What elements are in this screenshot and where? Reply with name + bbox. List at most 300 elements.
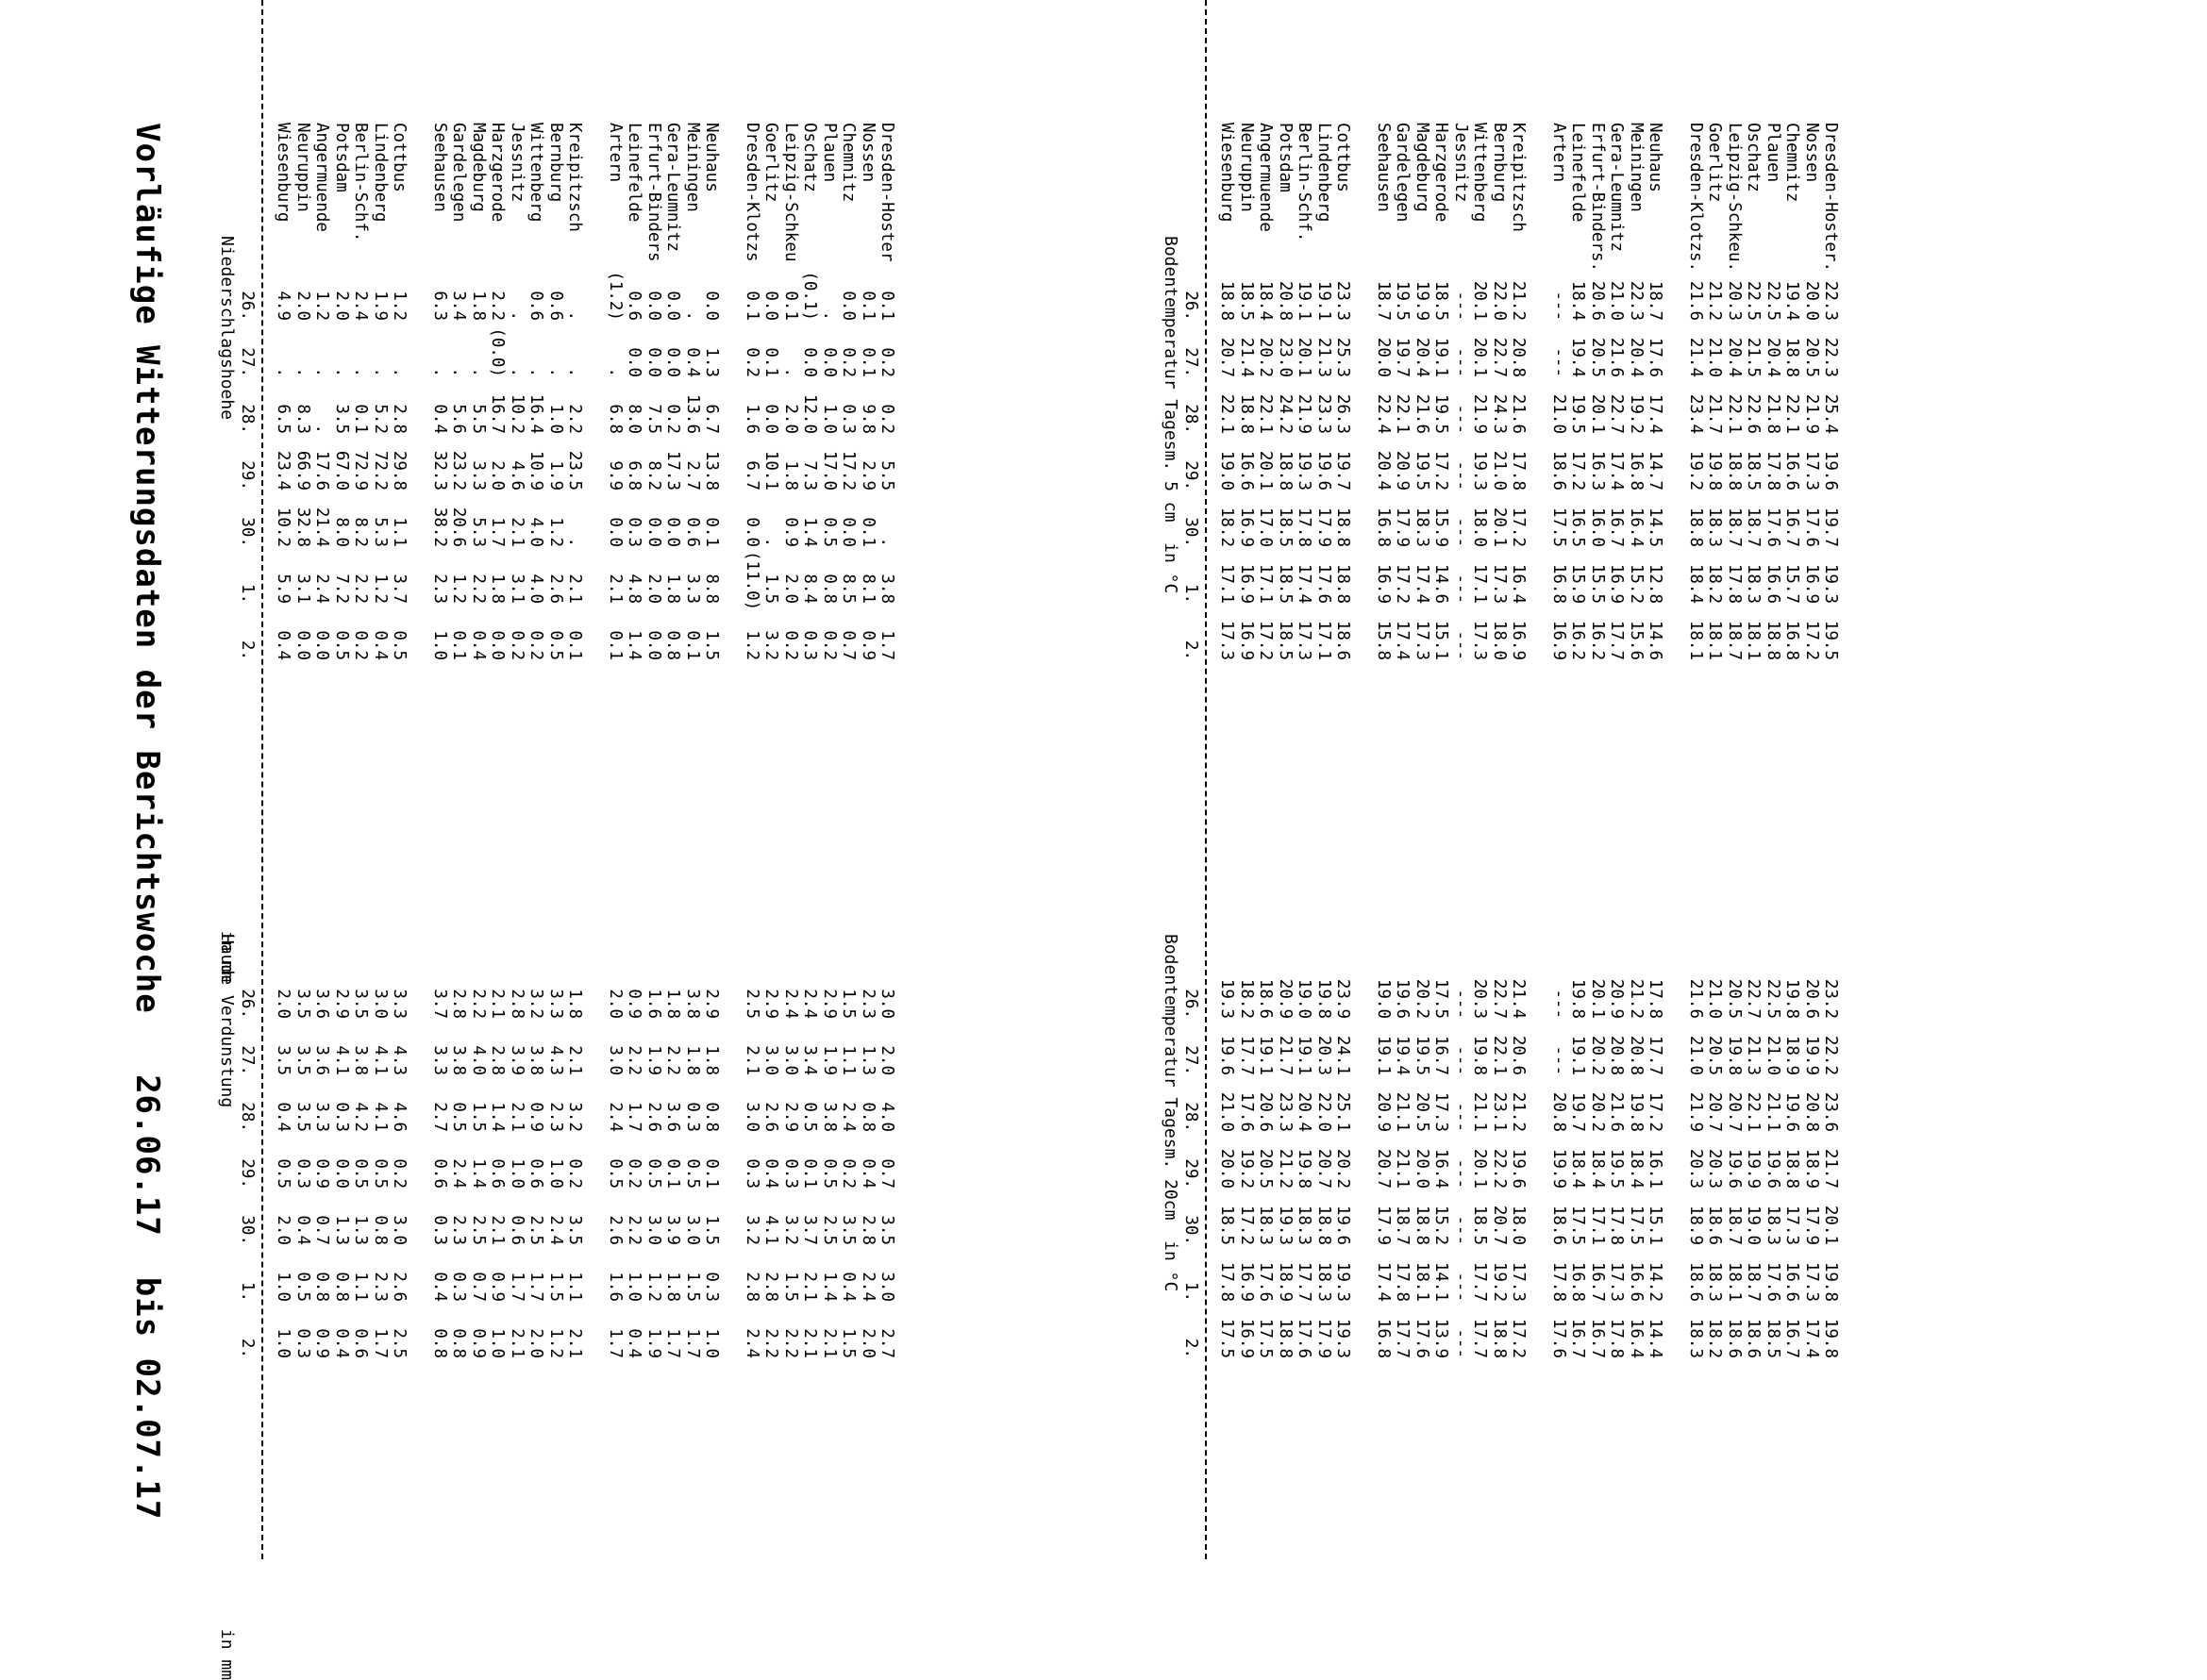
- station-name: Wittenberg: [527, 123, 545, 223]
- day-header: 26.: [238, 291, 257, 321]
- evap-value: 4.6: [390, 1102, 409, 1132]
- evap-value: 0.7: [312, 1215, 331, 1245]
- soil20-value: 17.6: [1256, 1261, 1275, 1302]
- evap-value: 3.0: [761, 1045, 780, 1075]
- soil20-value: 17.8: [1607, 1318, 1626, 1358]
- station-name: Bernburg: [545, 123, 565, 203]
- evap-value: 3.0: [390, 1215, 409, 1245]
- station-name: Jessnitz: [507, 123, 527, 203]
- soil20-value: 17.6: [1412, 1318, 1431, 1358]
- soil20-value: 20.7: [1489, 1205, 1509, 1245]
- soil5-value: 17.3: [1217, 620, 1236, 660]
- soil5-value: 17.2: [1801, 620, 1821, 660]
- soil5-value: 17.8: [1509, 450, 1528, 491]
- soil20-value: 17.5: [1217, 1318, 1236, 1358]
- precip-value: 0.1: [780, 291, 800, 321]
- precip-value: 1.2: [449, 574, 468, 604]
- evap-value: 2.1: [507, 1102, 527, 1132]
- soil20-value: 17.6: [1295, 1318, 1313, 1358]
- evap-value: 3.2: [527, 989, 545, 1019]
- precip-value: 0.0: [663, 291, 682, 321]
- precip-value: 2.9: [858, 460, 878, 491]
- precip-value: 2.4: [312, 574, 331, 604]
- soil5-value: 18.7: [1646, 280, 1664, 321]
- soil20-value: 18.6: [1724, 1318, 1744, 1358]
- soil5-value: 18.6: [1333, 620, 1352, 660]
- soil5-value: 22.1: [1256, 393, 1275, 434]
- precip-value: 1.2: [545, 517, 565, 547]
- soil20-value: 20.1: [1821, 1205, 1840, 1245]
- evap-value: 2.0: [274, 989, 293, 1019]
- soil5-value: 16.9: [1801, 563, 1821, 604]
- soil5-value: 15.9: [1431, 507, 1450, 547]
- evap-value: 3.3: [429, 1045, 449, 1075]
- station-name: Meiningen: [1626, 123, 1646, 212]
- precip-value: 0.0: [742, 517, 761, 547]
- evap-value: 0.5: [819, 1158, 839, 1189]
- precip-value: 1.2: [312, 291, 331, 321]
- precip-value: 17.2: [839, 450, 858, 491]
- soil20-value: 19.7: [1568, 1091, 1587, 1132]
- day-header: 29.: [1181, 1158, 1200, 1189]
- station-name: Cottbus: [390, 123, 409, 192]
- evap-value: 2.4: [449, 1158, 468, 1189]
- station-name: Neuruppin: [293, 123, 312, 212]
- precip-value: 7.3: [800, 460, 819, 491]
- precip-value: 3.8: [878, 574, 896, 604]
- precip-value: 10.1: [761, 450, 780, 491]
- evap-value: 2.6: [761, 1102, 780, 1132]
- soil20-value: 18.5: [1217, 1205, 1236, 1245]
- soil5-value: ---: [1548, 291, 1568, 321]
- evap-value: 3.0: [742, 1102, 761, 1132]
- precip-value: 0.2: [819, 630, 839, 660]
- precip-value: 17.3: [663, 450, 682, 491]
- soil5-value: 22.6: [1744, 393, 1763, 434]
- soil20-value: 19.8: [1821, 1261, 1840, 1302]
- soil5-value: 23.4: [1685, 393, 1705, 434]
- precip-value: 5.5: [878, 460, 896, 491]
- soil5-value: 18.7: [1373, 280, 1393, 321]
- soil20-value: 20.8: [1801, 1091, 1821, 1132]
- header-separator: [261, 0, 263, 1559]
- soil20-value: 16.8: [1568, 1261, 1587, 1302]
- soil5-value: 17.8: [1724, 563, 1744, 604]
- evap-value: 1.8: [682, 1045, 702, 1075]
- precip-value: 0.2: [663, 404, 682, 434]
- evap-value: 2.8: [449, 989, 468, 1019]
- soil20-value: 17.2: [1646, 1091, 1664, 1132]
- precip-value: .: [878, 537, 896, 547]
- soil5-value: 16.5: [1568, 507, 1587, 547]
- soil20-value: 19.6: [1782, 1091, 1801, 1132]
- precip-value: 0.1: [449, 630, 468, 660]
- soil20-value: 20.7: [1724, 1091, 1744, 1132]
- soil20-value: 20.9: [1607, 978, 1626, 1019]
- soil20-value: 21.0: [1705, 978, 1724, 1019]
- soil20-value: 19.6: [1217, 1035, 1236, 1075]
- evap-value: 2.2: [625, 1045, 644, 1075]
- evap-value: 3.5: [565, 1215, 584, 1245]
- evap-value: 0.6: [351, 1328, 370, 1358]
- soil5-value: 15.9: [1568, 563, 1587, 604]
- soil5-value: 16.3: [1587, 450, 1607, 491]
- soil5-value: 18.6: [1548, 450, 1568, 491]
- evap-value: 4.3: [390, 1045, 409, 1075]
- evap-value: 1.5: [468, 1102, 488, 1132]
- soil5-value: 16.9: [1373, 563, 1393, 604]
- soil20-value: 18.9: [1685, 1205, 1705, 1245]
- soil20-value: 22.7: [1744, 978, 1763, 1019]
- evap-value: 3.5: [293, 1102, 312, 1132]
- soil20-value: 19.6: [1724, 1148, 1744, 1189]
- evap-value: 3.9: [663, 1215, 682, 1245]
- station-name: Dresden-Klotzs: [742, 123, 761, 262]
- soil5-value: 20.5: [1801, 337, 1821, 377]
- soil5-value: 17.1: [1217, 563, 1236, 604]
- precip-value: 0.4: [429, 404, 449, 434]
- soil20-value: 18.6: [1744, 1318, 1763, 1358]
- soil5-value: 23.0: [1275, 337, 1295, 377]
- soil5-value: 21.9: [1470, 393, 1489, 434]
- soil5-value: 20.5: [1587, 337, 1607, 377]
- evap-value: 0.2: [565, 1158, 584, 1189]
- evap-value: 3.3: [312, 1102, 331, 1132]
- soil5-value: 18.0: [1489, 620, 1509, 660]
- soil20-value: 22.1: [1489, 1035, 1509, 1075]
- soil20-value: 18.3: [1295, 1205, 1313, 1245]
- soil20-value: 17.7: [1470, 1318, 1489, 1358]
- precip-value: 2.1: [565, 574, 584, 604]
- soil20-value: 16.7: [1431, 1035, 1450, 1075]
- precip-value: 0.3: [625, 517, 644, 547]
- precip-value: 5.9: [274, 574, 293, 604]
- soil5-value: ---: [1450, 347, 1470, 377]
- soil20-value: 17.7: [1646, 1035, 1664, 1075]
- soil5-value: 21.9: [1295, 393, 1313, 434]
- soil5-value: 16.9: [1236, 620, 1256, 660]
- precip-value: 3.1: [507, 574, 527, 604]
- day-header: 30.: [1181, 517, 1200, 547]
- soil20-value: 18.7: [1744, 1261, 1763, 1302]
- evap-value: 0.4: [274, 1102, 293, 1132]
- precip-value: 1.0: [819, 404, 839, 434]
- precip-value: 0.9: [858, 630, 878, 660]
- precip-value: 0.0: [312, 630, 331, 660]
- soil20-value: 19.2: [1236, 1148, 1256, 1189]
- evap-value: 3.4: [800, 1045, 819, 1075]
- soil5-value: 15.7: [1782, 563, 1801, 604]
- soil20-value: 18.0: [1509, 1205, 1528, 1245]
- precip-value: 0.0: [644, 291, 663, 321]
- precip-value: 0.1: [761, 347, 780, 377]
- day-header: 27.: [1181, 1045, 1200, 1075]
- evap-value: 1.5: [682, 1272, 702, 1302]
- evap-value: 3.8: [527, 1045, 545, 1075]
- soil20-value: 19.5: [1412, 1035, 1431, 1075]
- soil20-value: 21.1: [1470, 1091, 1489, 1132]
- soil20-value: 19.3: [1333, 1318, 1352, 1358]
- soil20-value: 18.6: [1685, 1261, 1705, 1302]
- soil20-value: 18.2: [1236, 978, 1256, 1019]
- soil5-value: 14.7: [1646, 450, 1664, 491]
- evap-value: 0.2: [625, 1158, 644, 1189]
- precip-value: 0.3: [800, 630, 819, 660]
- soil5-value: 22.3: [1821, 280, 1840, 321]
- soil20-value: 22.1: [1744, 1091, 1763, 1132]
- evap-value: 2.5: [390, 1328, 409, 1358]
- station-name: Bernburg: [1489, 123, 1509, 203]
- evap-value: 0.4: [839, 1272, 858, 1302]
- station-name: Potsdam: [1275, 123, 1295, 192]
- soil20-value: 17.5: [1431, 978, 1450, 1019]
- soil20-value: 20.5: [1724, 978, 1744, 1019]
- soil5-value: 20.8: [1275, 280, 1295, 321]
- soil5-value: 20.1: [1256, 450, 1275, 491]
- precip-value: .: [605, 367, 625, 377]
- precip-value: 8.4: [800, 574, 819, 604]
- evap-value: 1.8: [702, 1045, 721, 1075]
- precip-value: 0.0: [293, 630, 312, 660]
- evap-value: 0.5: [605, 1158, 625, 1189]
- soil20-value: 20.5: [1412, 1091, 1431, 1132]
- evap-value: 2.4: [800, 989, 819, 1019]
- soil20-value: ---: [1450, 1215, 1470, 1245]
- station-name: Seehausen: [1373, 123, 1393, 212]
- precip-value: 1.4: [800, 517, 819, 547]
- station-name: Jessnitz: [1450, 123, 1470, 203]
- station-name: Lindenberg: [370, 123, 390, 223]
- soil20-value: 18.7: [1393, 1205, 1412, 1245]
- evap-value: 1.6: [644, 989, 663, 1019]
- precip-value: 72.2: [370, 450, 390, 491]
- evap-value: 0.3: [780, 1158, 800, 1189]
- precip-value: 0.8: [819, 574, 839, 604]
- station-name: Neuruppin: [1236, 123, 1256, 212]
- evap-value: 0.3: [682, 1102, 702, 1132]
- soil20-value: 19.3: [1275, 1205, 1295, 1245]
- soil5-value: 18.1: [1744, 620, 1763, 660]
- soil5-value: 18.8: [1217, 280, 1236, 321]
- soil5-value: 19.6: [1821, 450, 1840, 491]
- soil5-value: 21.0: [1705, 337, 1724, 377]
- precip-value: 29.8: [390, 450, 409, 491]
- soil20-value: 21.7: [1275, 1035, 1295, 1075]
- soil5-value: 19.8: [1705, 450, 1724, 491]
- precip-value: 1.0: [429, 630, 449, 660]
- soil5-value: 20.1: [1295, 337, 1313, 377]
- soil5-value: 18.8: [1685, 507, 1705, 547]
- soil20-value: 20.6: [1509, 1035, 1528, 1075]
- precip-value: .: [565, 537, 584, 547]
- evap-value: 2.0: [274, 1215, 293, 1245]
- soil5-value: 22.4: [1373, 393, 1393, 434]
- precip-value: 72.9: [351, 450, 370, 491]
- evap-value: 0.9: [312, 1328, 331, 1358]
- soil5-value: 16.4: [1626, 507, 1646, 547]
- precip-value: 2.2: [565, 404, 584, 434]
- precip-value: 0.1: [565, 630, 584, 660]
- soil20-value: 20.7: [1705, 1091, 1724, 1132]
- station-name: Plauen: [1763, 123, 1782, 183]
- soil20-value: 24.1: [1333, 1035, 1352, 1075]
- precip-value: .: [370, 367, 390, 377]
- soil5-value: 18.8: [1782, 337, 1801, 377]
- precip-value: 0.5: [819, 517, 839, 547]
- soil5-value: 20.4: [1724, 337, 1744, 377]
- soil5-value: 20.4: [1763, 337, 1782, 377]
- soil20-value: 17.3: [1801, 1261, 1821, 1302]
- soil20-value: 20.4: [1295, 1091, 1313, 1132]
- precip-value: .: [468, 367, 488, 377]
- soil20-value: 18.2: [1705, 1318, 1724, 1358]
- evap-value: 0.8: [449, 1328, 468, 1358]
- precip-value: 4.9: [274, 291, 293, 321]
- soil20-value: 19.2: [1489, 1261, 1509, 1302]
- precip-value: 0.0: [644, 347, 663, 377]
- soil20-value: 20.0: [1217, 1148, 1236, 1189]
- soil5-value: 18.8: [1333, 507, 1352, 547]
- soil5-value: 17.7: [1607, 620, 1626, 660]
- evap-value: 2.3: [858, 989, 878, 1019]
- soil20-value: 20.0: [1412, 1148, 1431, 1189]
- soil20-value: 19.6: [1509, 1148, 1528, 1189]
- evap-value: 1.5: [780, 1272, 800, 1302]
- soil5-value: 21.0: [1607, 280, 1626, 321]
- evap-value: 0.3: [293, 1328, 312, 1358]
- station-name: Goerlitz: [761, 123, 780, 203]
- precip-value: 5.3: [370, 517, 390, 547]
- precip-value: 2.0: [488, 460, 507, 491]
- soil5-value: 19.4: [1568, 337, 1587, 377]
- evap-value: 3.5: [274, 1045, 293, 1075]
- evap-value: 3.0: [780, 1045, 800, 1075]
- precip-value: 0.4: [682, 347, 702, 377]
- day-header: 2.: [238, 1338, 257, 1358]
- evap-value: 1.1: [351, 1272, 370, 1302]
- evap-value: 3.9: [507, 1045, 527, 1075]
- soil5-value: 16.7: [1607, 507, 1626, 547]
- soil20-value: 18.3: [1256, 1205, 1275, 1245]
- soil5-value: 20.0: [1801, 280, 1821, 321]
- precip-value: 6.8: [625, 460, 644, 491]
- soil20-value: 16.6: [1626, 1261, 1646, 1302]
- evap-value: 3.8: [351, 1045, 370, 1075]
- soil5-value: 18.2: [1705, 563, 1724, 604]
- soil5-value: ---: [1450, 574, 1470, 604]
- precip-value: 6.7: [742, 460, 761, 491]
- precip-value: 3.3: [468, 460, 488, 491]
- soil5-value: 17.2: [1431, 450, 1450, 491]
- evap-value: 1.0: [507, 1158, 527, 1189]
- precip-value: 0.0: [761, 291, 780, 321]
- station-name: Seehausen: [429, 123, 449, 212]
- evap-value: 0.4: [625, 1328, 644, 1358]
- evap-value: 1.4: [488, 1102, 507, 1132]
- day-header: 1.: [238, 1281, 257, 1302]
- evap-value: 0.9: [312, 1158, 331, 1189]
- precip-value: 1.0: [545, 404, 565, 434]
- soil20-value: 20.3: [1685, 1148, 1705, 1189]
- evap-value: 3.6: [312, 1045, 331, 1075]
- station-name: Potsdam: [331, 123, 351, 192]
- soil5-value: 18.7: [1744, 507, 1763, 547]
- precip-value: .: [565, 310, 584, 321]
- soil5-value: 22.1: [1782, 393, 1801, 434]
- soil20-value: 21.2: [1626, 978, 1646, 1019]
- soil5-value: 21.8: [1763, 393, 1782, 434]
- soil5-value: 16.6: [1782, 450, 1801, 491]
- evap-value: 0.6: [507, 1215, 527, 1245]
- soil20-value: 20.9: [1373, 1091, 1393, 1132]
- evap-value: 0.1: [702, 1158, 721, 1189]
- soil20-value: 19.1: [1256, 1035, 1275, 1075]
- soil20-value: 20.6: [1801, 978, 1821, 1019]
- evap-value: 4.2: [351, 1102, 370, 1132]
- precip-value: 0.9: [780, 517, 800, 547]
- precip-value: 23.2: [449, 450, 468, 491]
- precip-value: 0.1: [742, 291, 761, 321]
- station-name: Erfurt-Binders.: [1587, 123, 1607, 273]
- soil20-value: 19.0: [1373, 978, 1393, 1019]
- evap-value: 2.5: [742, 989, 761, 1019]
- precip-value: 1.8: [780, 460, 800, 491]
- soil20-value: 18.3: [1705, 1261, 1724, 1302]
- precip-value: 21.4: [312, 507, 331, 547]
- station-name: Angermuende: [1256, 123, 1275, 232]
- soil5-value: 16.8: [1548, 563, 1568, 604]
- station-name: Artern: [605, 123, 625, 183]
- precip-value: .: [507, 310, 527, 321]
- evap-value: 2.1: [742, 1045, 761, 1075]
- soil20-value: 19.9: [1548, 1148, 1568, 1189]
- evap-value: 1.0: [488, 1328, 507, 1358]
- evap-value: 1.4: [468, 1158, 488, 1189]
- soil5-value: 17.9: [1313, 507, 1333, 547]
- evap-value: 0.4: [293, 1215, 312, 1245]
- soil20-value: 18.4: [1587, 1148, 1607, 1189]
- precip-value: 1.8: [468, 291, 488, 321]
- header-separator: [1205, 0, 1207, 1559]
- precip-value: .: [682, 310, 702, 321]
- soil20-value: 25.1: [1333, 1091, 1352, 1132]
- soil5-value: 18.8: [1236, 393, 1256, 434]
- evap-value: 1.3: [351, 1215, 370, 1245]
- soil5-value: 17.8: [1295, 507, 1313, 547]
- soil5-value: 18.5: [1275, 563, 1295, 604]
- soil5-value: 18.3: [1705, 507, 1724, 547]
- station-name: Kreipitzsch: [565, 123, 584, 232]
- evap-value: 1.1: [565, 1272, 584, 1302]
- evap-value: 0.3: [742, 1158, 761, 1189]
- precip-value: 2.7: [682, 460, 702, 491]
- day-header: 2.: [1181, 640, 1200, 660]
- soil5-value: 24.3: [1489, 393, 1509, 434]
- precip-value: 1.9: [545, 460, 565, 491]
- precip-value: 0.0: [839, 291, 858, 321]
- soil5-value: 18.8: [1333, 563, 1352, 604]
- soil5-value: 20.9: [1393, 450, 1412, 491]
- precip-value: .: [429, 367, 449, 377]
- evap-value: 0.5: [351, 1158, 370, 1189]
- soil20-value: 18.1: [1412, 1261, 1431, 1302]
- evap-value: 0.7: [468, 1272, 488, 1302]
- precip-value: 32.8: [293, 507, 312, 547]
- precip-value: 7.5: [644, 404, 663, 434]
- precip-value: .: [527, 367, 545, 377]
- evap-value: 2.4: [780, 989, 800, 1019]
- soil5-value: 12.8: [1646, 563, 1664, 604]
